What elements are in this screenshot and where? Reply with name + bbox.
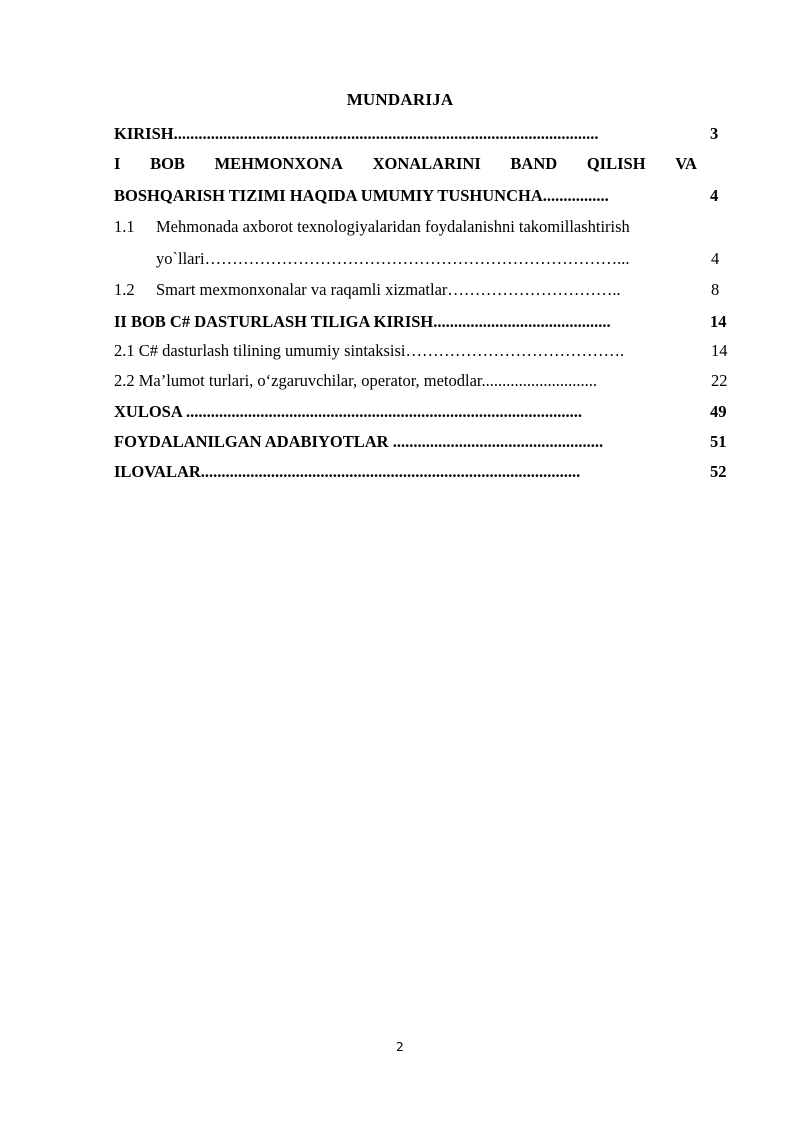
toc-entry-number: 1.1: [114, 217, 135, 236]
toc-word: I: [114, 154, 121, 173]
toc-word: MEHMONXONA: [214, 154, 343, 173]
toc-entry-page: 3: [710, 124, 719, 143]
toc-entry-page: 4: [710, 186, 719, 205]
toc-word: BOB: [150, 154, 185, 173]
toc-entry-page: 4: [711, 249, 720, 268]
toc-title: MUNDARIJA: [346, 90, 454, 109]
toc-entry-page: 14: [711, 341, 728, 360]
toc-entry-1-1-line-2: [156, 249, 629, 269]
toc-entry-text: XULOSA ................................................................................................: [114, 402, 582, 421]
toc-word: BAND: [510, 154, 558, 173]
toc-entry-text: FOYDALANILGAN ADABIYOTLAR ...................................................: [114, 432, 604, 451]
toc-entry-1-1-line-1: [114, 217, 630, 237]
toc-entry-2-1: [114, 341, 624, 361]
toc-entry-number: 1.2: [114, 280, 135, 299]
toc-entry-text: BOSHQARISH TIZIMI HAQIDA UMUMIY TUSHUNCHA................: [114, 186, 609, 205]
toc-entry-page: 51: [710, 432, 727, 451]
toc-entry-text: yo`llari…………………………………………………………………...: [156, 249, 630, 268]
toc-entry-text: Mehmonada axborot texnologiyalaridan foydalanishni takomillashtirish: [156, 217, 630, 236]
page-number: 2: [396, 1040, 404, 1054]
toc-entry-page: 49: [710, 402, 727, 421]
toc-entry-2-2: [114, 371, 597, 391]
toc-entry-kirish: [114, 124, 598, 144]
toc-word: XONALARINI: [372, 154, 481, 173]
toc-word: QILISH: [586, 154, 646, 173]
toc-entry-text: 2.2 Ma’lumot turlari, o‘zgaruvchilar, operator, metodlar............................: [114, 371, 598, 390]
toc-entry-1-2: [114, 280, 621, 300]
toc-entry-adabiyotlar: [114, 432, 603, 452]
toc-entry-text: II BOB C# DASTURLASH TILIGA KIRISH...........................................: [114, 312, 611, 331]
toc-entry-page: 52: [710, 462, 727, 481]
toc-entry-chapter-2: [114, 312, 611, 332]
toc-entry-xulosa: [114, 402, 582, 422]
toc-entry-text: 2.1 C# dasturlash tilining umumiy sintaksisi………………………………….: [114, 341, 625, 360]
toc-entry-page: 8: [711, 280, 720, 299]
toc-entry-ilovalar: [114, 462, 580, 482]
toc-entry-page: 22: [711, 371, 728, 390]
toc-entry-chapter-1-line-1: [114, 154, 697, 174]
toc-entry-text: ILOVALAR............................................................................................: [114, 462, 581, 481]
toc-entry-text: KIRISH.......................................................................................................: [114, 124, 599, 143]
toc-word: VA: [675, 154, 697, 173]
toc-entry-chapter-1-line-2: [114, 186, 609, 206]
toc-entry-text: Smart mexmonxonalar va raqamli xizmatlar…………………………..: [156, 280, 621, 299]
toc-entry-page: 14: [710, 312, 727, 331]
